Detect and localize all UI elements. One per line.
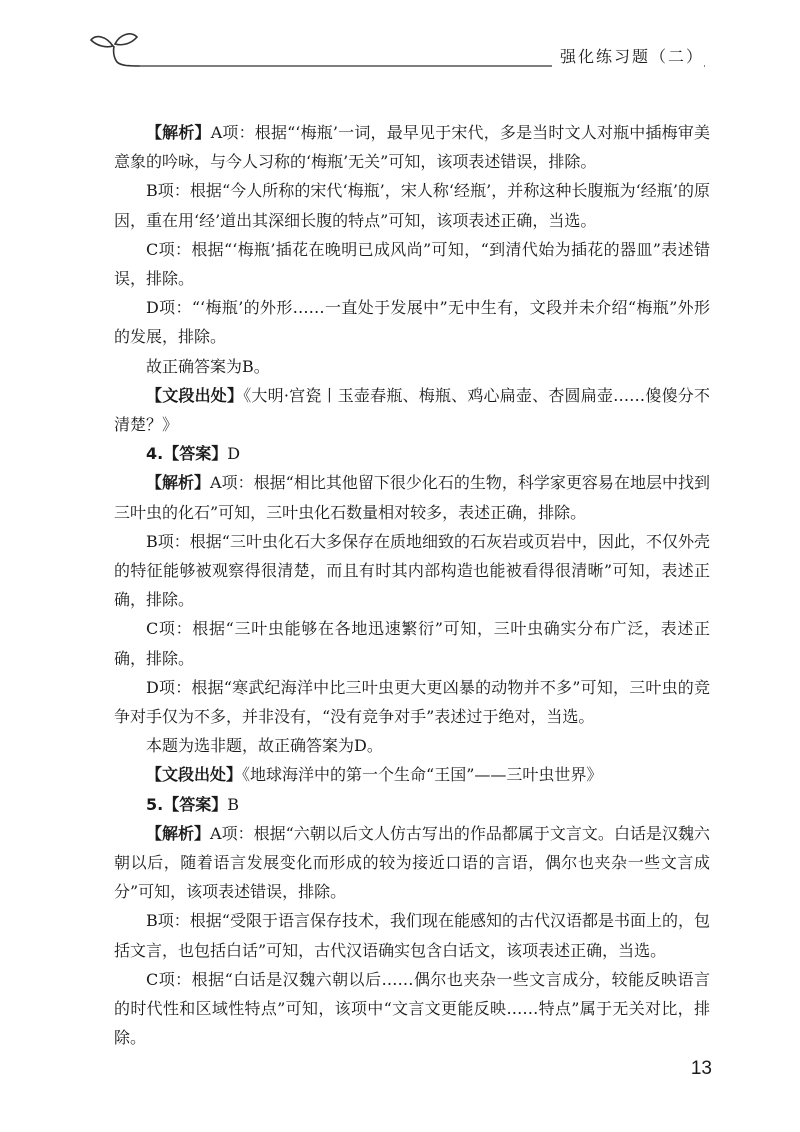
paragraph [114, 439, 710, 468]
paragraph-text: B [227, 794, 239, 814]
paragraph-text: C项：根据“三叶虫能够在各地迅速繁衍”可知，三叶虫确实分布广泛，表述正确，排除。 [114, 619, 710, 668]
paragraph-text: D项：“‘梅瓶’的外形……一直处于发展中”无中生有，文段并未介绍“梅瓶”外形的发展，排除。 [114, 298, 710, 347]
paragraph [114, 293, 710, 351]
section-label: 【文段出处】 [146, 765, 243, 785]
paragraph-text: B项：根据“受限于语言保存技术，我们现在能感知的古代汉语都是书面上的，包括文言，也包括白话”可知，古代汉语确实包含白话文，该项表述正确，当选。 [114, 911, 710, 960]
page-number: 13 [690, 1058, 712, 1079]
section-label: 【解析】 [146, 823, 211, 843]
paragraph [114, 906, 710, 964]
paragraph-text: B项：根据“今人所称的宋代‘梅瓶’，宋人称‘经瓶’，并称这种长腹瓶为‘经瓶’的原因，重在用‘经’道出其深细长腹的特点”可知，该项表述正确，当选。 [114, 181, 710, 230]
paragraph-text: C项：根据“‘梅瓶’插花在晚明已成风尚”可知，“到清代始为插花的器皿”表述错误，排除。 [114, 239, 710, 289]
section-label: 5.【答案】 [146, 794, 228, 814]
paragraph-text: C项：根据“白话是汉魏六朝以后……偶尔也夹杂一些文言成分，较能反映语言的时代性和区域性特点”可知，该项中“文言文更能反映……特点”属于无关对比，排除。 [114, 969, 710, 1048]
answer-content [114, 118, 710, 1053]
paragraph [114, 352, 710, 381]
paragraph-text: 《大明·宫瓷丨玉壶春瓶、梅瓶、鸡心扁壶、杏圆扁壶……傻傻分不清楚？》 [114, 385, 710, 435]
section-label: 4.【答案】 [146, 444, 228, 464]
paragraph [114, 176, 710, 234]
paragraph-text: 故正确答案为B。 [146, 356, 270, 376]
paragraph-text: D [227, 444, 241, 464]
paragraph [114, 790, 710, 819]
paragraph-text: 《地球海洋中的第一个生命“王国”——三叶虫世界》 [242, 765, 603, 785]
paragraph [114, 731, 710, 760]
paragraph-text: A项：根据“相比其他留下很少化石的生物，科学家更容易在地层中找到三叶虫的化石”可知，三叶虫化石数量相对较多，表述正确，排除。 [114, 473, 710, 522]
paragraph-text: D项：根据“寒武纪海洋中比三叶虫更大更凶暴的动物并不多”可知，三叶虫的竞争对手仅为不多，并非没有，“没有竞争对手”表述过于绝对，当选。 [114, 677, 710, 727]
paragraph [114, 118, 710, 176]
paragraph [114, 673, 710, 731]
paragraph [114, 527, 710, 615]
paragraph-text: A项：根据“‘梅瓶’一词，最早见于宋代，多是当时文人对瓶中插梅审美意象的吟咏，与今人习称的‘梅瓶’无关”可知，该项表述错误，排除。 [114, 123, 710, 172]
paragraph [114, 614, 710, 672]
paragraph [114, 468, 710, 526]
paragraph-text: 本题为选非题，故正确答案为D。 [146, 736, 383, 756]
section-label: 【解析】 [146, 123, 211, 142]
header-title: 强化练习题（二） [552, 44, 704, 67]
paragraph-text: B项：根据“三叶虫化石大多保存在质地细致的石灰岩或页岩中，因此，不仅外壳的特征能够被观察得很清楚，而且有时其内部构造也能被看得很清晰”可知，表述正确，排除。 [114, 531, 710, 610]
paragraph [114, 381, 710, 439]
section-label: 【文段出处】 [146, 385, 244, 405]
paragraph [114, 760, 710, 789]
paragraph [114, 965, 710, 1053]
section-label: 【解析】 [146, 473, 211, 493]
paragraph [114, 235, 710, 293]
paragraph [114, 819, 710, 907]
paragraph-text: A项：根据“六朝以后文人仿古写出的作品都属于文言文。白话是汉魏六朝以后，随着语言发展变化而形成的较为接近口语的言语，偶尔也夹杂一些文言成分”可知，该项表述错误，排除。 [114, 823, 710, 902]
page-header [0, 0, 800, 90]
